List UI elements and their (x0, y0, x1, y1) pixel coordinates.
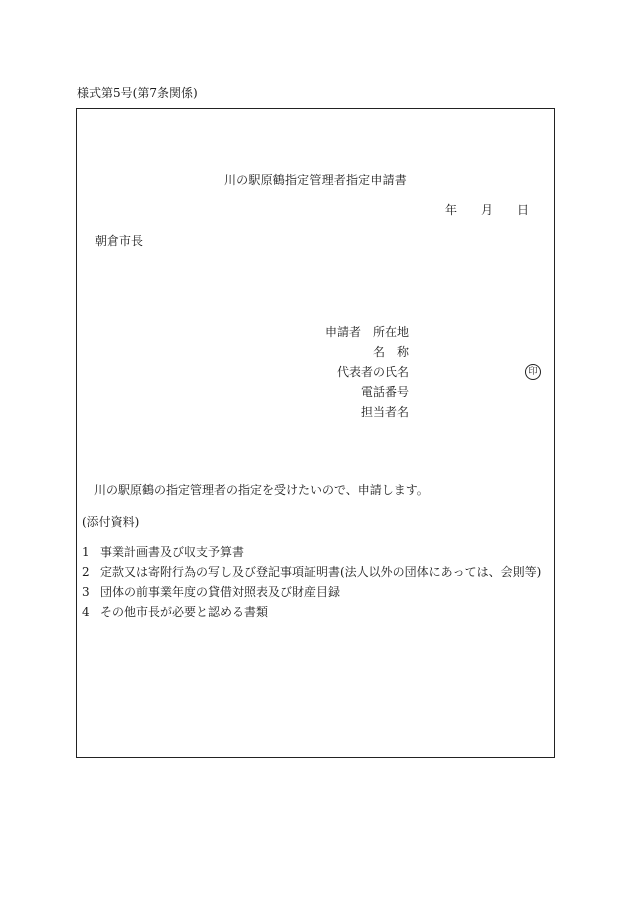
attachment-item (82, 545, 244, 559)
field-phone-label: 電話番号 (360, 385, 409, 399)
attachment-text: 定款又は寄附行為の写し及び登記事項証明書(法人以外の団体にあっては、会則等) (100, 565, 542, 579)
form-title: 川の駅原鶴指定管理者指定申請書 (223, 173, 407, 187)
form-number: 様式第5号(第7条関係) (77, 86, 198, 100)
field-contact-person-label: 担当者名 (360, 405, 409, 419)
attachments-heading: (添付資料) (82, 515, 140, 529)
application-statement: 川の駅原鶴の指定管理者の指定を受けたいので、申請します。 (94, 483, 429, 497)
field-address-label: 所在地 (372, 325, 409, 339)
date-month-label: 月 (481, 203, 494, 217)
attachment-item (82, 585, 340, 599)
field-name-label: 名 称 (372, 345, 409, 359)
attachment-text: 事業計画書及び収支予算書 (100, 545, 245, 559)
attachment-item (82, 565, 541, 579)
attachment-number: 1 (82, 545, 90, 559)
attachment-text: その他市長が必要と認める書類 (100, 605, 269, 619)
addressee: 朝倉市長 (95, 234, 144, 248)
attachment-text: 団体の前事業年度の貸借対照表及び財産目録 (100, 585, 341, 599)
field-representative-label: 代表者の氏名 (336, 365, 409, 379)
date-year-label: 年 (445, 203, 458, 217)
date-day-label: 日 (517, 203, 530, 217)
applicant-label: 申請者 (325, 325, 362, 339)
attachment-number: 4 (82, 605, 90, 619)
attachment-number: 3 (82, 585, 90, 599)
application-form-frame (76, 108, 555, 758)
seal-mark: 印 (525, 364, 541, 380)
attachment-item (82, 605, 268, 619)
attachment-number: 2 (82, 565, 90, 579)
